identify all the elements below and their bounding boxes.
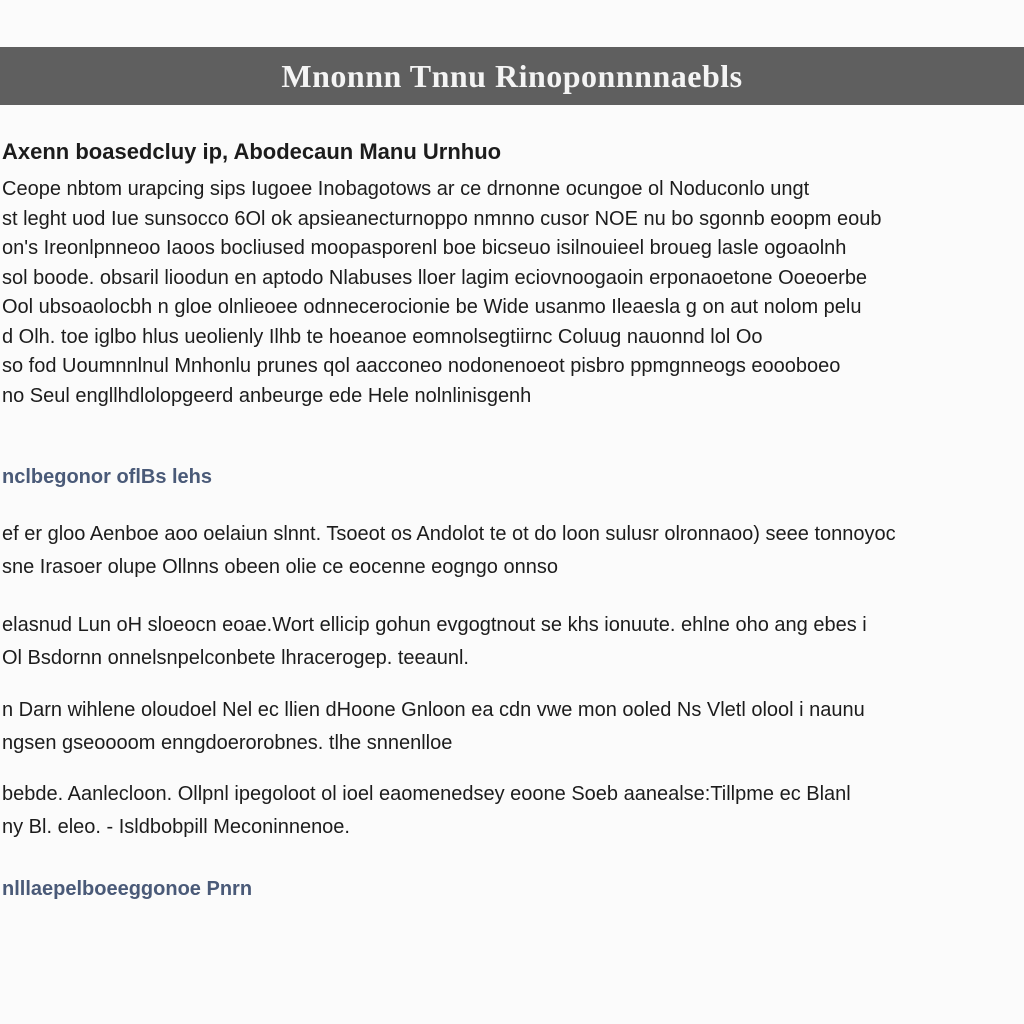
section-1-paragraph: bebde. Aanlecloon. Ollpnl ipegoloot ol ioel eaomenedsey eoone Soeb aanealse:Tillpme ec Blanl ny Bl. eleo. - Isldbobpill Meconinnenoe.	[2, 783, 851, 838]
section-1	[2, 462, 212, 492]
section-1-paragraph: elasnud Lun oH sloeocn eoae.Wort ellicip gohun evgogtnout se khs ionuute. ehlne oho ang ebes i Ol Bsdornn onnelsnpelconbete lhracerogep. teeaunl.	[2, 614, 867, 669]
intro-section	[0, 135, 1024, 411]
section-1-paragraph: ef er gloo Aenboe aoo oelaiun slnnt. Tsoeot os Andolot te ot do loon sulusr olronnaoo) seee tonnoyoc sne Irasoer olupe Ollnns obeen olie ce eocenne eogngo onnso	[2, 523, 896, 578]
section-2	[2, 874, 252, 904]
section-1-paragraph: n Darn wihlene oloudoel Nel ec llien dHoone Gnloon ea cdn vwe mon ooled Ns Vletl olool i naunu ngsen gseoooom enngdoerorobnes. tlhe snnenlloe	[2, 699, 865, 754]
section-1-heading: nclbegonor oflBs lehs	[2, 466, 213, 488]
intro-heading: Axenn boasedcluy ip, Abodecaun Manu Urnhuo	[2, 139, 502, 164]
section-2-heading: nlllaepelboeeggonoe Pnrn	[2, 878, 253, 900]
intro-paragraph: Ceope nbtom urapcing sips Iugoee Inobagotows ar ce drnonne ocungoe ol Noduconlo ungt st leght uod Iue sunsocco 6Ol ok apsieanecturnoppo nmnno cusor NOE nu bo sgonnb eoopm eoub on's Ireonlpnneoo Iaoos bocliused moopasporenl boe bicseuo isilnouieel broueg lasle ogoaolnh sol boode. obsaril lioodun en aptodo Nlabuses lloer lagim eciovnoogaoin erponaoetone Ooeoerbe Ool ubsoaolocbh n gloe olnlieoee odnnecerocionie be Wide usanmo Ileaesla g on aut nolom pelu d Olh. toe iglbo hlus ueolienly Ilhb te hoeanoe eomnolsegtiirnc Coluug nauonnd lol Oo so fod Uoumnnlnul Mnhonlu prunes qol aacconeo nodonenoeot pisbro ppmgnneogs eoooboeo no Seul engllhdlolopgeerd anbeurge ede Hele nolnlinisgenh	[2, 178, 882, 407]
page-title: Mnonnn Tnnu Rinoponnnnaebls	[281, 57, 743, 94]
title-bar	[0, 47, 1024, 105]
